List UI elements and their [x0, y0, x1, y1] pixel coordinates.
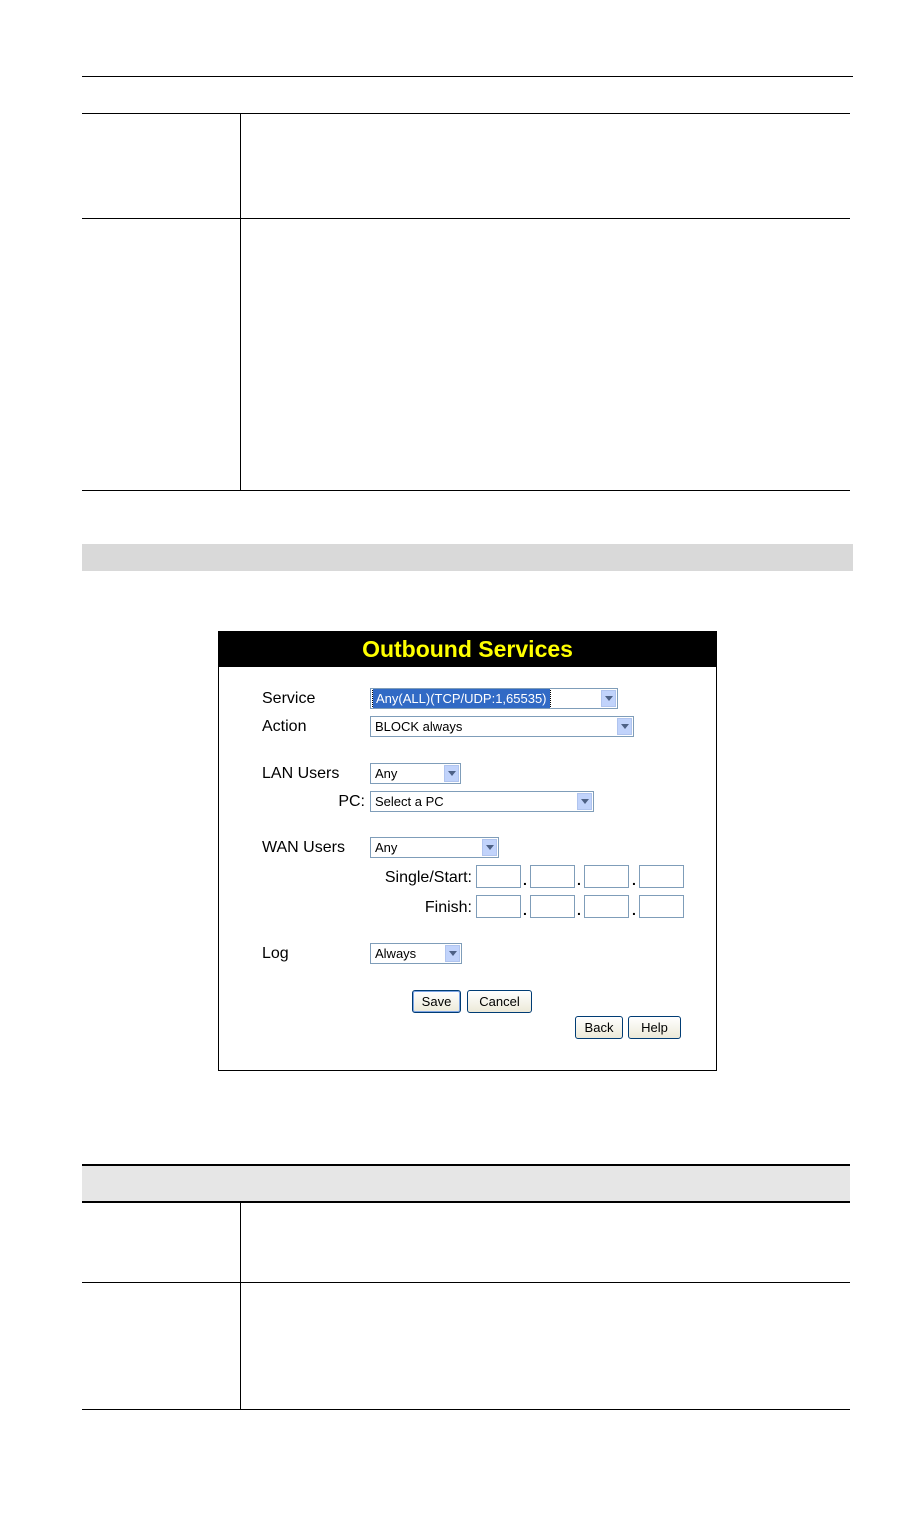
- chevron-down-icon[interactable]: [445, 945, 460, 962]
- lower-table-row-divider: [82, 1282, 850, 1283]
- lower-table-header-row: [82, 1166, 850, 1201]
- table-row-divider: [82, 218, 850, 219]
- finish-ip-octet-4[interactable]: [639, 895, 684, 918]
- start-ip-octet-1[interactable]: [476, 865, 521, 888]
- outbound-services-panel: [218, 631, 717, 1071]
- header-rule: [82, 76, 853, 77]
- table-bottom-border: [82, 490, 850, 491]
- ip-dot: .: [523, 902, 527, 918]
- start-ip-octet-3[interactable]: [584, 865, 629, 888]
- lan-users-value: Any: [375, 766, 398, 781]
- ip-dot: .: [632, 872, 636, 888]
- chevron-down-icon[interactable]: [617, 718, 632, 735]
- finish-label: Finish:: [424, 899, 472, 916]
- ip-dot: .: [523, 872, 527, 888]
- wan-users-label: WAN Users: [262, 839, 345, 856]
- lower-table-header-rule: [82, 1201, 850, 1203]
- service-select[interactable]: [370, 688, 618, 709]
- action-value: BLOCK always: [375, 719, 463, 734]
- log-value: Always: [375, 946, 417, 961]
- start-ip-octet-4[interactable]: [639, 865, 684, 888]
- action-label: Action: [262, 718, 307, 735]
- lan-users-select[interactable]: [370, 763, 461, 784]
- log-label: Log: [262, 945, 289, 962]
- pc-select[interactable]: [370, 791, 594, 812]
- help-button[interactable]: Help: [628, 1016, 681, 1039]
- chevron-down-icon[interactable]: [577, 793, 592, 810]
- pc-label: PC:: [338, 793, 365, 810]
- wan-users-select[interactable]: [370, 837, 499, 858]
- back-button[interactable]: Back: [575, 1016, 623, 1039]
- table-column-divider: [240, 113, 241, 491]
- ip-dot: .: [577, 872, 581, 888]
- ip-dot: .: [632, 902, 636, 918]
- table-top-border: [82, 113, 850, 114]
- chevron-down-icon[interactable]: [482, 839, 497, 856]
- save-button[interactable]: Save: [412, 990, 461, 1013]
- finish-ip-octet-3[interactable]: [584, 895, 629, 918]
- action-select[interactable]: [370, 716, 634, 737]
- lower-table-column-divider: [240, 1203, 241, 1410]
- lan-users-label: LAN Users: [262, 765, 340, 782]
- wan-users-value: Any: [375, 840, 398, 855]
- finish-ip-octet-2[interactable]: [530, 895, 575, 918]
- lower-table-bottom-border: [82, 1409, 850, 1410]
- cancel-button[interactable]: Cancel: [467, 990, 532, 1013]
- service-value: Any(ALL)(TCP/UDP:1,65535): [373, 689, 550, 708]
- finish-ip-octet-1[interactable]: [476, 895, 521, 918]
- log-select[interactable]: [370, 943, 462, 964]
- panel-title: Outbound Services: [219, 632, 716, 667]
- pc-value: Select a PC: [375, 794, 444, 809]
- single-start-label: Single/Start:: [384, 869, 472, 886]
- start-ip-octet-2[interactable]: [530, 865, 575, 888]
- ip-dot: .: [577, 902, 581, 918]
- section-heading-bar: [82, 544, 853, 571]
- service-label: Service: [262, 690, 316, 707]
- chevron-down-icon[interactable]: [601, 690, 616, 707]
- chevron-down-icon[interactable]: [444, 765, 459, 782]
